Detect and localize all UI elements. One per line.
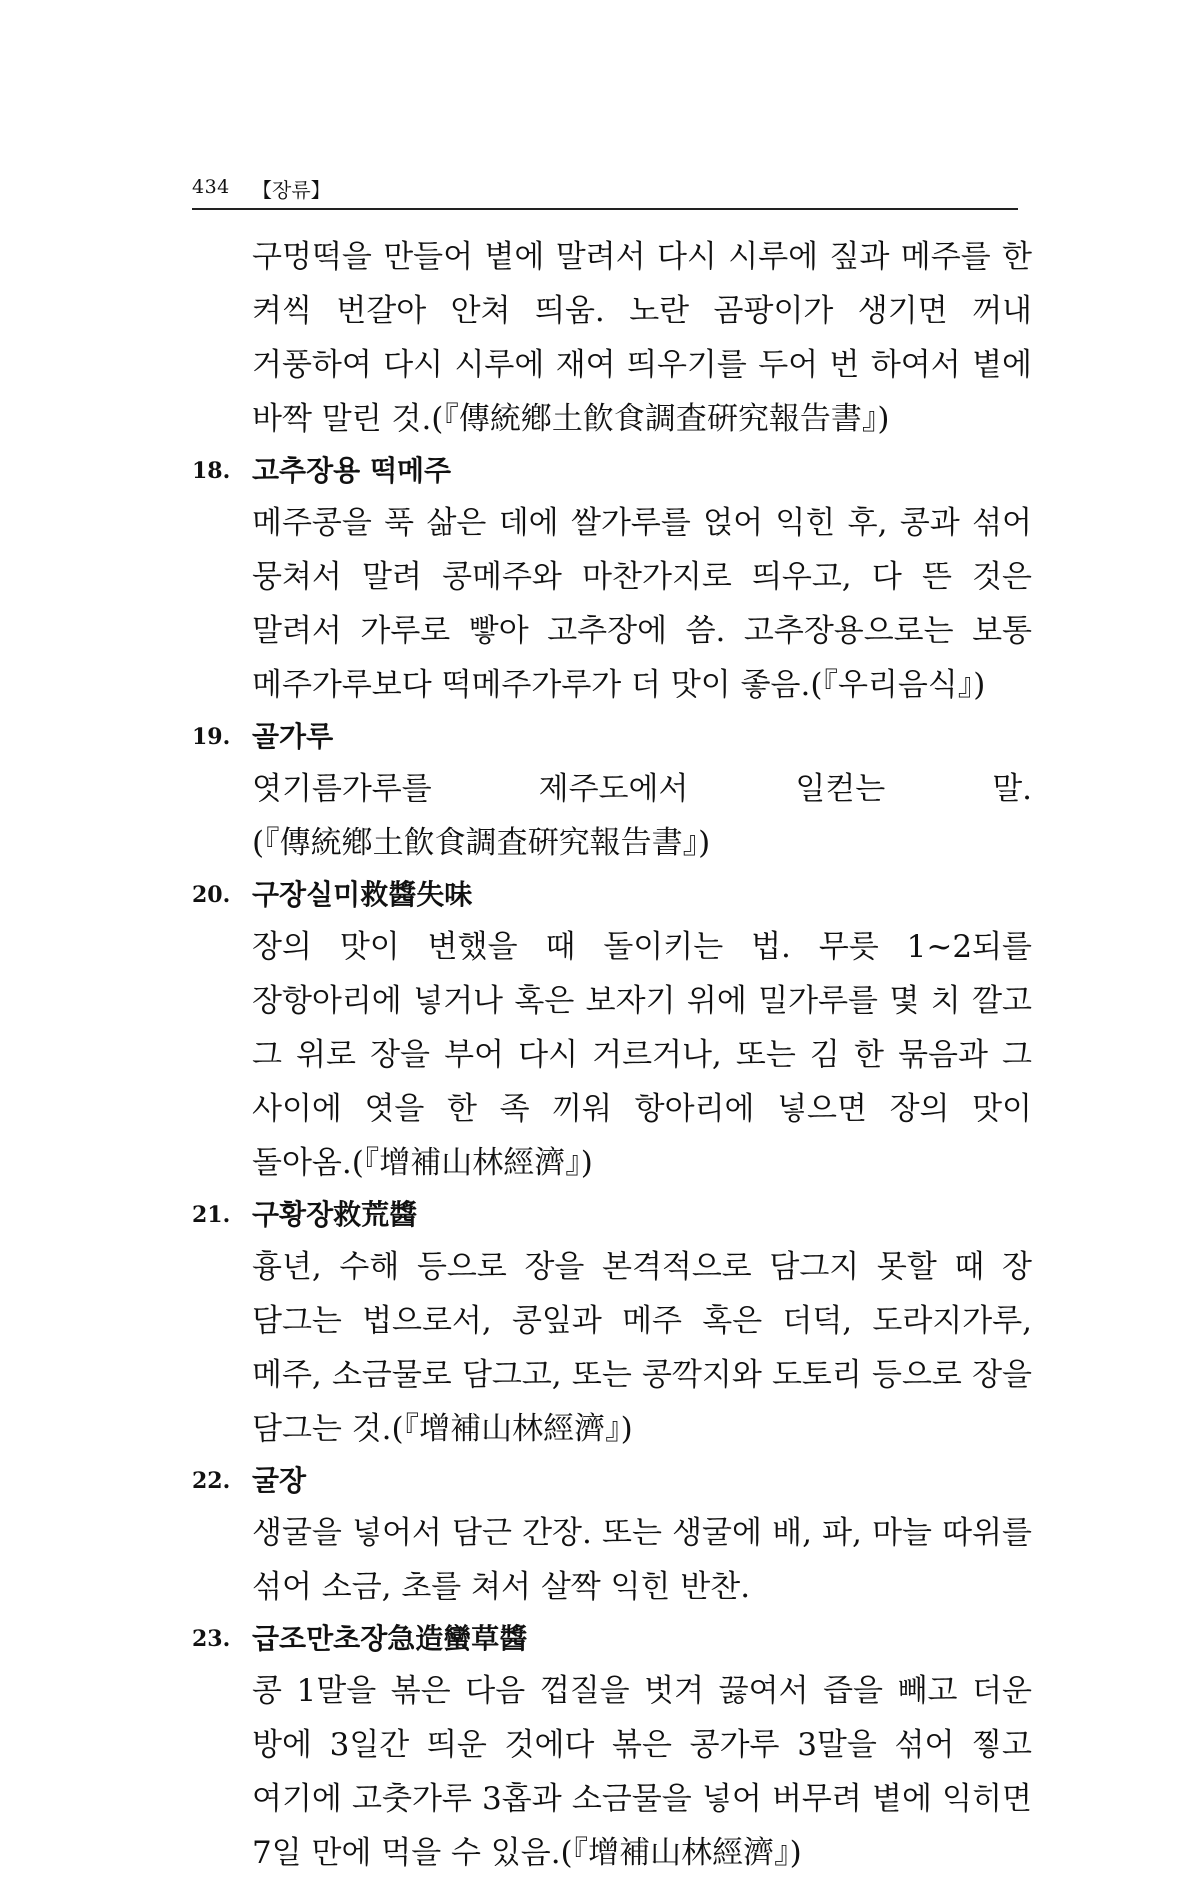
entry-21 — [192, 1190, 1032, 1456]
entry-title — [192, 712, 1032, 762]
page-body — [192, 230, 1032, 1880]
entry-title — [192, 446, 1032, 496]
entry-headword: 굴장 — [252, 1464, 307, 1497]
entry-title — [192, 1456, 1032, 1506]
running-header — [192, 168, 1018, 210]
entry-definition: 엿기름가루를 제주도에서 일컫는 말.(『傳統鄕土飮食調査硏究報告書』) — [252, 771, 1032, 861]
entry-definition: 콩 1말을 볶은 다음 껍질을 벗겨 끓여서 즙을 빼고 더운 방에 3일간 띄운 것에다 볶은 콩가루 3말을 섞어 찧고 여기에 고춧가루 3홉과 소금물을 넣어 버무려 볕에 익히면 7일 만에 먹을 수 있음.(『增補山林經濟』) — [252, 1673, 1032, 1871]
entry-22 — [192, 1456, 1032, 1614]
entry-20 — [192, 870, 1032, 1190]
entry-number: 19. — [192, 724, 231, 750]
intro-paragraph: 구멍떡을 만들어 볕에 말려서 다시 시루에 짚과 메주를 한 켜씩 번갈아 안쳐 띄움. 노란 곰팡이가 생기면 꺼내 거풍하여 다시 시루에 재여 띄우기를 두어 번 하여서 볕에 바짝 말린 것.(『傳統鄕土飮食調査硏究報告書』) — [252, 239, 1032, 437]
entry-number: 18. — [192, 458, 231, 484]
entry-title — [192, 870, 1032, 920]
page-number: 434 — [192, 176, 230, 198]
entry-number: 22. — [192, 1468, 231, 1494]
entry-23 — [192, 1614, 1032, 1880]
entry-number: 23. — [192, 1626, 231, 1652]
entry-headword: 골가루 — [252, 720, 334, 753]
entry-headword: 구황장救荒醬 — [252, 1198, 418, 1231]
entry-number: 20. — [192, 882, 231, 908]
entry-headword: 구장실미救醬失味 — [252, 878, 473, 911]
entry-18 — [192, 446, 1032, 712]
entry-19 — [192, 712, 1032, 870]
entry-headword: 고추장용 떡메주 — [252, 454, 452, 487]
entry-definition: 메주콩을 푹 삶은 데에 쌀가루를 얹어 익힌 후, 콩과 섞어 뭉쳐서 말려 콩메주와 마찬가지로 띄우고, 다 뜬 것은 말려서 가루로 빻아 고추장에 씀. 고추장용으로는 보통 메주가루보다 떡메주가루가 더 맛이 좋음.(『우리음식』) — [252, 505, 1032, 703]
entry-title — [192, 1614, 1032, 1664]
section-title: 【장류】 — [252, 178, 331, 202]
entry-definition: 장의 맛이 변했을 때 돌이키는 법. 무릇 1~2되를 장항아리에 넣거나 혹은 보자기 위에 밀가루를 몇 치 깔고 그 위로 장을 부어 다시 거르거나, 또는 김 한 묶음과 그 사이에 엿을 한 족 끼워 항아리에 넣으면 장의 맛이 돌아옴.(『增補山林經濟』) — [252, 929, 1032, 1181]
entry-definition: 흉년, 수해 등으로 장을 본격적으로 담그지 못할 때 장 담그는 법으로서, 콩잎과 메주 혹은 더덕, 도라지가루, 메주, 소금물로 담그고, 또는 콩깍지와 도토리 등으로 장을 담그는 것.(『增補山林經濟』) — [252, 1249, 1032, 1447]
entry-definition: 생굴을 넣어서 담근 간장. 또는 생굴에 배, 파, 마늘 따위를 섞어 소금, 초를 쳐서 살짝 익힌 반찬. — [252, 1515, 1032, 1605]
entry-headword: 급조만초장急造蠻草醬 — [252, 1622, 528, 1655]
entry-number: 21. — [192, 1202, 231, 1228]
entry-title — [192, 1190, 1032, 1240]
